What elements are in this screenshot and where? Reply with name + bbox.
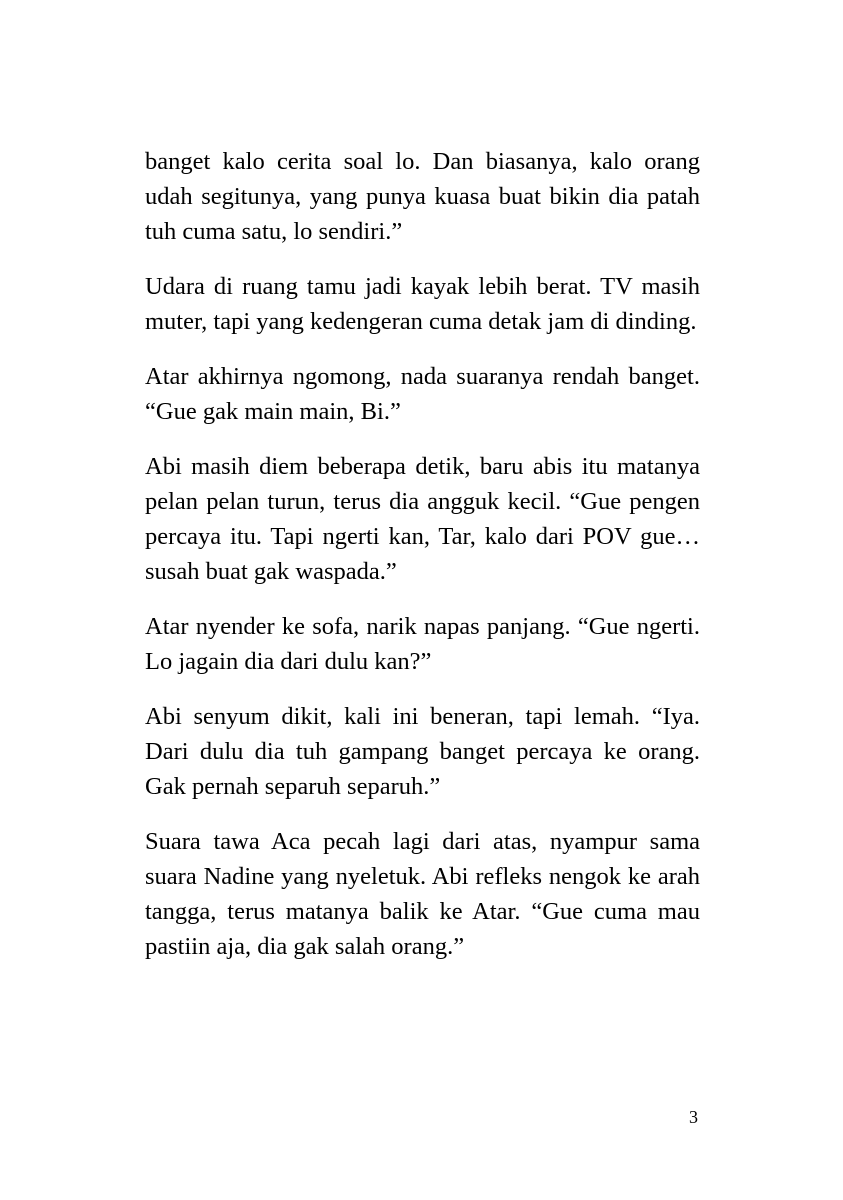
paragraph-3: Atar akhirnya ngomong, nada suaranya rendah banget. “Gue gak main main, Bi.” xyxy=(145,363,700,425)
paragraph-4: Abi masih diem beberapa detik, baru abis itu matanya pelan pelan turun, terus dia angguk kecil. “Gue pengen percaya itu. Tapi ngerti kan, Tar, kalo dari POV gue… susah buat gak waspada.” xyxy=(145,453,700,585)
body-text xyxy=(145,144,700,984)
paragraph-6: Abi senyum dikit, kali ini beneran, tapi lemah. “Iya. Dari dulu dia tuh gampang banget percaya ke orang. Gak pernah separuh separuh.” xyxy=(145,703,700,800)
paragraph-7: Suara tawa Aca pecah lagi dari atas, nyampur sama suara Nadine yang nyeletuk. Abi refleks nengok ke arah tangga, terus matanya balik ke Atar. “Gue cuma mau pastiin aja, dia gak salah orang.” xyxy=(145,828,700,960)
page-number: 3 xyxy=(689,1107,698,1127)
paragraph-2: Udara di ruang tamu jadi kayak lebih berat. TV masih muter, tapi yang kedengeran cuma detak jam di dinding. xyxy=(145,273,700,335)
paragraph-1: banget kalo cerita soal lo. Dan biasanya, kalo orang udah segitunya, yang punya kuasa buat bikin dia patah tuh cuma satu, lo sendiri.” xyxy=(145,148,700,245)
paragraph-5: Atar nyender ke sofa, narik napas panjang. “Gue ngerti. Lo jagain dia dari dulu kan?” xyxy=(145,613,700,675)
